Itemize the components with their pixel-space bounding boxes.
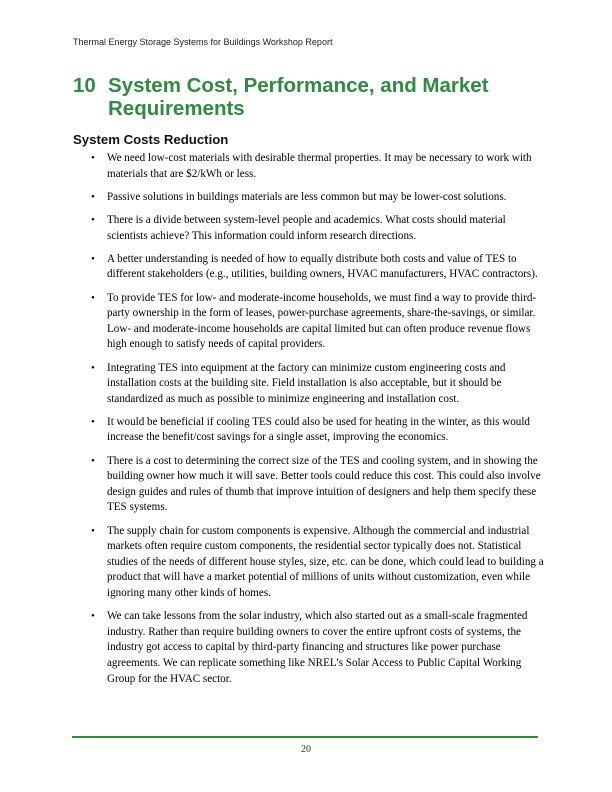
page-number: 20 bbox=[301, 744, 311, 755]
bullet-list bbox=[90, 151, 546, 695]
bullet-item: • Passive solutions in buildings materials are less common but may be lower-cost solutions. bbox=[90, 190, 546, 206]
bullet-item: • The supply chain for custom components is expensive. Although the commercial and industrial markets often require custom components, the residential sector typically does not. Statistical studies of the needs of different house styles, size, etc. can be done, which could lead to building a product that will have a market potential of millions of units without customization, even while ignoring many other kinds of homes. bbox=[90, 524, 546, 602]
bullet-item: • Integrating TES into equipment at the factory can minimize custom engineering costs and installation costs at the building site. Field installation is also acceptable, but it should be standardized as much as possible to minimize engineering and installation cost. bbox=[90, 361, 546, 408]
chapter-title-text: System Cost, Performance, and Market Requirements bbox=[108, 74, 489, 120]
bullet-item: • There is a divide between system-level people and academics. What costs should material scientists achieve? This information could inform research directions. bbox=[90, 213, 546, 244]
bullet-item: • It would be beneficial if cooling TES could also be used for heating in the winter, as this would increase the benefit/cost savings for a single asset, improving the economics. bbox=[90, 415, 546, 446]
bullet-item: • To provide TES for low- and moderate-income households, we must find a way to provide third-party ownership in the form of leases, power-purchase agreements, share-the-savings, or similar. Low- and moderate-income households are capital limited but can often produce revenue flows high enough to satisfy needs of capital providers. bbox=[90, 291, 546, 353]
bullet-item: • A better understanding is needed of how to equally distribute both costs and value of TES to different stakeholders (e.g., utilities, building owners, HVAC manufacturers, HVAC contractors). bbox=[90, 252, 546, 283]
running-header: Thermal Energy Storage Systems for Buildings Workshop Report bbox=[73, 37, 333, 47]
bullet-item: • There is a cost to determining the correct size of the TES and cooling system, and in showing the building owner how much it will save. Better tools could reduce this cost. This could also involve design guides and rules of thumb that improve intuition of designers and help them specify these TES systems. bbox=[90, 454, 546, 516]
bullet-item: • We can take lessons from the solar industry, which also started out as a small-scale fragmented industry. Rather than require building owners to cover the entire upfront costs of systems, the industry got access to capital by third-party financing and structures like power purchase agreements. We can replicate something like NREL’s Solar Access to Public Capital Working Group for the HVAC sector. bbox=[90, 609, 546, 687]
footer-rule bbox=[72, 736, 538, 738]
chapter-number: 10 bbox=[73, 74, 96, 97]
bullet-item: • We need low-cost materials with desirable thermal properties. It may be necessary to work with materials that are $2/kWh or less. bbox=[90, 151, 546, 182]
chapter-title bbox=[73, 74, 543, 120]
section-heading: System Costs Reduction bbox=[73, 132, 229, 147]
